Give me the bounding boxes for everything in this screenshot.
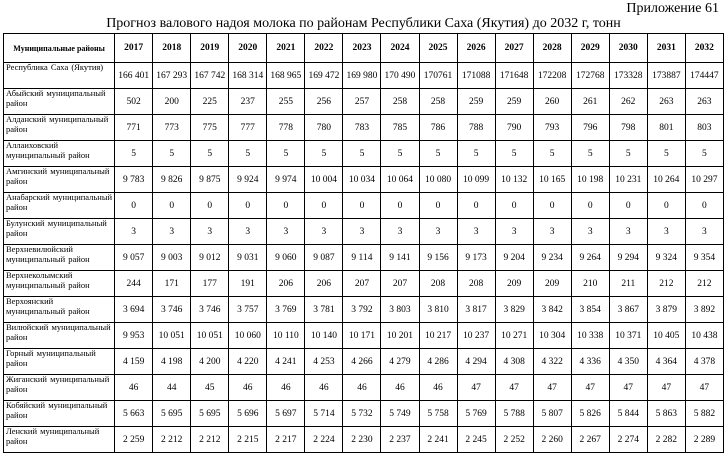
yield-value: 209 bbox=[533, 271, 571, 297]
yield-value: 2 289 bbox=[685, 427, 723, 453]
table-body bbox=[4, 63, 724, 453]
district-name: Анабарский муниципальный район bbox=[4, 193, 115, 219]
yield-value: 5 bbox=[267, 141, 305, 167]
yield-value: 9 974 bbox=[267, 167, 305, 193]
district-name: Булунский муниципальный район bbox=[4, 219, 115, 245]
header-year-2020: 2020 bbox=[229, 34, 267, 63]
yield-value: 47 bbox=[609, 375, 647, 401]
yield-value: 212 bbox=[647, 271, 685, 297]
district-name: Горный муниципальный район bbox=[4, 349, 115, 375]
yield-value: 211 bbox=[609, 271, 647, 297]
yield-value: 173887 bbox=[647, 63, 685, 89]
yield-value: 785 bbox=[381, 115, 419, 141]
yield-value: 10 099 bbox=[457, 167, 495, 193]
yield-value: 10 371 bbox=[609, 323, 647, 349]
yield-value: 170761 bbox=[419, 63, 457, 89]
header-year-2027: 2027 bbox=[495, 34, 533, 63]
table-row bbox=[4, 375, 724, 401]
yield-value: 255 bbox=[267, 89, 305, 115]
yield-value: 3 792 bbox=[343, 297, 381, 323]
yield-value: 168 314 bbox=[229, 63, 267, 89]
district-name: Верхневилюйский муниципальный район bbox=[4, 245, 115, 271]
yield-value: 258 bbox=[381, 89, 419, 115]
yield-value: 5 663 bbox=[115, 401, 153, 427]
yield-value: 168 965 bbox=[267, 63, 305, 89]
yield-value: 9 031 bbox=[229, 245, 267, 271]
yield-value: 46 bbox=[115, 375, 153, 401]
yield-value: 258 bbox=[419, 89, 457, 115]
yield-value: 10 237 bbox=[457, 323, 495, 349]
table-row bbox=[4, 89, 724, 115]
yield-value: 46 bbox=[419, 375, 457, 401]
appendix-label: Приложение 61 bbox=[626, 1, 719, 16]
yield-value: 259 bbox=[457, 89, 495, 115]
yield-value: 9 087 bbox=[305, 245, 343, 271]
header-year-2019: 2019 bbox=[191, 34, 229, 63]
yield-value: 3 bbox=[609, 219, 647, 245]
yield-value: 775 bbox=[191, 115, 229, 141]
district-name: Аллаиховский муниципальный район bbox=[4, 141, 115, 167]
yield-value: 3 854 bbox=[571, 297, 609, 323]
yield-value: 170 490 bbox=[381, 63, 419, 89]
yield-value: 3 892 bbox=[685, 297, 723, 323]
yield-value: 10 060 bbox=[229, 323, 267, 349]
header-year-2024: 2024 bbox=[381, 34, 419, 63]
yield-value: 5 bbox=[571, 141, 609, 167]
yield-value: 10 051 bbox=[153, 323, 191, 349]
yield-value: 0 bbox=[229, 193, 267, 219]
yield-value: 771 bbox=[115, 115, 153, 141]
yield-value: 786 bbox=[419, 115, 457, 141]
table-row bbox=[4, 141, 724, 167]
yield-value: 9 060 bbox=[267, 245, 305, 271]
yield-value: 798 bbox=[609, 115, 647, 141]
yield-value: 4 198 bbox=[153, 349, 191, 375]
yield-value: 0 bbox=[267, 193, 305, 219]
yield-value: 4 350 bbox=[609, 349, 647, 375]
yield-value: 257 bbox=[343, 89, 381, 115]
yield-value: 10 217 bbox=[419, 323, 457, 349]
yield-value: 2 282 bbox=[647, 427, 685, 453]
yield-value: 45 bbox=[191, 375, 229, 401]
table-row bbox=[4, 167, 724, 193]
yield-value: 4 241 bbox=[267, 349, 305, 375]
yield-value: 0 bbox=[191, 193, 229, 219]
yield-value: 4 294 bbox=[457, 349, 495, 375]
yield-value: 0 bbox=[533, 193, 571, 219]
yield-value: 46 bbox=[267, 375, 305, 401]
yield-value: 210 bbox=[571, 271, 609, 297]
yield-value: 4 266 bbox=[343, 349, 381, 375]
yield-value: 260 bbox=[533, 89, 571, 115]
yield-value: 9 234 bbox=[533, 245, 571, 271]
yield-value: 0 bbox=[305, 193, 343, 219]
header-year-2025: 2025 bbox=[419, 34, 457, 63]
forecast-table bbox=[3, 33, 724, 453]
yield-value: 10 064 bbox=[381, 167, 419, 193]
yield-value: 3 bbox=[685, 219, 723, 245]
yield-value: 174447 bbox=[685, 63, 723, 89]
yield-value: 9 204 bbox=[495, 245, 533, 271]
yield-value: 3 746 bbox=[191, 297, 229, 323]
yield-value: 9 783 bbox=[115, 167, 153, 193]
yield-value: 2 217 bbox=[267, 427, 305, 453]
yield-value: 206 bbox=[267, 271, 305, 297]
yield-value: 3 bbox=[115, 219, 153, 245]
yield-value: 4 364 bbox=[647, 349, 685, 375]
yield-value: 9 264 bbox=[571, 245, 609, 271]
yield-value: 780 bbox=[305, 115, 343, 141]
yield-value: 200 bbox=[153, 89, 191, 115]
header-year-2031: 2031 bbox=[647, 34, 685, 63]
yield-value: 3 746 bbox=[153, 297, 191, 323]
yield-value: 9 953 bbox=[115, 323, 153, 349]
yield-value: 172208 bbox=[533, 63, 571, 89]
yield-value: 2 215 bbox=[229, 427, 267, 453]
yield-value: 3 781 bbox=[305, 297, 343, 323]
yield-value: 3 817 bbox=[457, 297, 495, 323]
yield-value: 5 bbox=[153, 141, 191, 167]
yield-value: 212 bbox=[685, 271, 723, 297]
yield-value: 5 882 bbox=[685, 401, 723, 427]
yield-value: 167 293 bbox=[153, 63, 191, 89]
yield-value: 10 304 bbox=[533, 323, 571, 349]
yield-value: 10 438 bbox=[685, 323, 723, 349]
yield-value: 2 212 bbox=[191, 427, 229, 453]
table-row bbox=[4, 271, 724, 297]
district-name: Ленский муниципальный район bbox=[4, 427, 115, 453]
yield-value: 244 bbox=[115, 271, 153, 297]
yield-value: 191 bbox=[229, 271, 267, 297]
header-year-2022: 2022 bbox=[305, 34, 343, 63]
yield-value: 5 bbox=[419, 141, 457, 167]
yield-value: 3 803 bbox=[381, 297, 419, 323]
yield-value: 2 230 bbox=[343, 427, 381, 453]
yield-value: 9 003 bbox=[153, 245, 191, 271]
yield-value: 5 769 bbox=[457, 401, 495, 427]
yield-value: 5 bbox=[305, 141, 343, 167]
yield-value: 9 354 bbox=[685, 245, 723, 271]
yield-value: 10 110 bbox=[267, 323, 305, 349]
district-name: Верхоянский муниципальный район bbox=[4, 297, 115, 323]
header-year-2023: 2023 bbox=[343, 34, 381, 63]
yield-value: 4 336 bbox=[571, 349, 609, 375]
yield-value: 2 260 bbox=[533, 427, 571, 453]
yield-value: 3 bbox=[571, 219, 609, 245]
header-row bbox=[4, 34, 724, 63]
yield-value: 2 212 bbox=[153, 427, 191, 453]
yield-value: 10 201 bbox=[381, 323, 419, 349]
yield-value: 47 bbox=[495, 375, 533, 401]
yield-value: 9 141 bbox=[381, 245, 419, 271]
yield-value: 777 bbox=[229, 115, 267, 141]
yield-value: 0 bbox=[153, 193, 191, 219]
yield-value: 4 279 bbox=[381, 349, 419, 375]
yield-value: 4 286 bbox=[419, 349, 457, 375]
yield-value: 3 bbox=[495, 219, 533, 245]
yield-value: 2 267 bbox=[571, 427, 609, 453]
yield-value: 259 bbox=[495, 89, 533, 115]
yield-value: 773 bbox=[153, 115, 191, 141]
yield-value: 166 401 bbox=[115, 63, 153, 89]
yield-value: 47 bbox=[457, 375, 495, 401]
yield-value: 2 259 bbox=[115, 427, 153, 453]
yield-value: 10 338 bbox=[571, 323, 609, 349]
yield-value: 9 324 bbox=[647, 245, 685, 271]
yield-value: 3 bbox=[381, 219, 419, 245]
yield-value: 225 bbox=[191, 89, 229, 115]
table-title: Прогноз валового надоя молока по районам Республики Саха (Якутия) до 2032 г, тонн bbox=[106, 16, 621, 31]
yield-value: 0 bbox=[647, 193, 685, 219]
yield-value: 5 695 bbox=[191, 401, 229, 427]
table-row bbox=[4, 245, 724, 271]
yield-value: 5 696 bbox=[229, 401, 267, 427]
yield-value: 9 875 bbox=[191, 167, 229, 193]
yield-value: 2 245 bbox=[457, 427, 495, 453]
yield-value: 3 842 bbox=[533, 297, 571, 323]
yield-value: 3 867 bbox=[609, 297, 647, 323]
yield-value: 10 051 bbox=[191, 323, 229, 349]
yield-value: 3 bbox=[267, 219, 305, 245]
header-year-2029: 2029 bbox=[571, 34, 609, 63]
yield-value: 261 bbox=[571, 89, 609, 115]
yield-value: 790 bbox=[495, 115, 533, 141]
yield-value: 9 826 bbox=[153, 167, 191, 193]
table-row bbox=[4, 219, 724, 245]
yield-value: 3 bbox=[343, 219, 381, 245]
yield-value: 0 bbox=[685, 193, 723, 219]
yield-value: 169 472 bbox=[305, 63, 343, 89]
yield-value: 46 bbox=[305, 375, 343, 401]
yield-value: 0 bbox=[457, 193, 495, 219]
yield-value: 5 863 bbox=[647, 401, 685, 427]
yield-value: 207 bbox=[381, 271, 419, 297]
yield-value: 2 237 bbox=[381, 427, 419, 453]
district-name: Амгинский муниципальный район bbox=[4, 167, 115, 193]
yield-value: 5 bbox=[647, 141, 685, 167]
yield-value: 5 758 bbox=[419, 401, 457, 427]
yield-value: 171648 bbox=[495, 63, 533, 89]
yield-value: 47 bbox=[647, 375, 685, 401]
yield-value: 4 159 bbox=[115, 349, 153, 375]
yield-value: 5 bbox=[495, 141, 533, 167]
yield-value: 5 bbox=[457, 141, 495, 167]
yield-value: 10 405 bbox=[647, 323, 685, 349]
yield-value: 3 810 bbox=[419, 297, 457, 323]
table-row bbox=[4, 349, 724, 375]
yield-value: 9 924 bbox=[229, 167, 267, 193]
yield-value: 3 bbox=[419, 219, 457, 245]
yield-value: 5 bbox=[343, 141, 381, 167]
yield-value: 778 bbox=[267, 115, 305, 141]
yield-value: 171088 bbox=[457, 63, 495, 89]
yield-value: 208 bbox=[457, 271, 495, 297]
yield-value: 46 bbox=[343, 375, 381, 401]
yield-value: 10 271 bbox=[495, 323, 533, 349]
yield-value: 4 200 bbox=[191, 349, 229, 375]
yield-value: 3 bbox=[153, 219, 191, 245]
yield-value: 0 bbox=[381, 193, 419, 219]
yield-value: 177 bbox=[191, 271, 229, 297]
district-name: Алданский муниципальный район bbox=[4, 115, 115, 141]
yield-value: 3 769 bbox=[267, 297, 305, 323]
yield-value: 2 224 bbox=[305, 427, 343, 453]
header-year-2030: 2030 bbox=[609, 34, 647, 63]
yield-value: 5 807 bbox=[533, 401, 571, 427]
table-row bbox=[4, 115, 724, 141]
header-year-2032: 2032 bbox=[685, 34, 723, 63]
yield-value: 0 bbox=[571, 193, 609, 219]
yield-value: 3 829 bbox=[495, 297, 533, 323]
yield-value: 10 198 bbox=[571, 167, 609, 193]
yield-value: 209 bbox=[495, 271, 533, 297]
yield-value: 47 bbox=[571, 375, 609, 401]
yield-value: 207 bbox=[343, 271, 381, 297]
table-row bbox=[4, 401, 724, 427]
yield-value: 0 bbox=[609, 193, 647, 219]
yield-value: 5 bbox=[685, 141, 723, 167]
district-name: Жиганский муниципальный район bbox=[4, 375, 115, 401]
yield-value: 3 bbox=[457, 219, 495, 245]
yield-value: 5 bbox=[533, 141, 571, 167]
table-row bbox=[4, 193, 724, 219]
district-name: Абыйский муниципальный район bbox=[4, 89, 115, 115]
yield-value: 2 241 bbox=[419, 427, 457, 453]
table-row bbox=[4, 63, 724, 89]
yield-value: 5 bbox=[115, 141, 153, 167]
yield-value: 169 980 bbox=[343, 63, 381, 89]
yield-value: 4 253 bbox=[305, 349, 343, 375]
yield-value: 3 bbox=[533, 219, 571, 245]
yield-value: 262 bbox=[609, 89, 647, 115]
yield-value: 3 bbox=[191, 219, 229, 245]
yield-value: 4 378 bbox=[685, 349, 723, 375]
yield-value: 3 bbox=[305, 219, 343, 245]
yield-value: 5 bbox=[609, 141, 647, 167]
yield-value: 3 757 bbox=[229, 297, 267, 323]
yield-value: 0 bbox=[343, 193, 381, 219]
header-year-2017: 2017 bbox=[115, 34, 153, 63]
yield-value: 47 bbox=[685, 375, 723, 401]
yield-value: 801 bbox=[647, 115, 685, 141]
yield-value: 3 bbox=[229, 219, 267, 245]
yield-value: 5 826 bbox=[571, 401, 609, 427]
yield-value: 10 080 bbox=[419, 167, 457, 193]
yield-value: 2 252 bbox=[495, 427, 533, 453]
yield-value: 5 bbox=[229, 141, 267, 167]
yield-value: 5 bbox=[191, 141, 229, 167]
yield-value: 5 844 bbox=[609, 401, 647, 427]
district-name: Республика Саха (Якутия) bbox=[4, 63, 115, 89]
yield-value: 793 bbox=[533, 115, 571, 141]
yield-value: 208 bbox=[419, 271, 457, 297]
yield-value: 2 274 bbox=[609, 427, 647, 453]
yield-value: 10 165 bbox=[533, 167, 571, 193]
yield-value: 783 bbox=[343, 115, 381, 141]
yield-value: 5 732 bbox=[343, 401, 381, 427]
yield-value: 256 bbox=[305, 89, 343, 115]
header-year-2028: 2028 bbox=[533, 34, 571, 63]
yield-value: 4 322 bbox=[533, 349, 571, 375]
yield-value: 5 788 bbox=[495, 401, 533, 427]
yield-value: 4 220 bbox=[229, 349, 267, 375]
yield-value: 9 173 bbox=[457, 245, 495, 271]
yield-value: 44 bbox=[153, 375, 191, 401]
header-name-column: Муниципальные районы bbox=[4, 34, 115, 63]
yield-value: 173328 bbox=[609, 63, 647, 89]
yield-value: 10 132 bbox=[495, 167, 533, 193]
district-name: Вилюйский муниципальный район bbox=[4, 323, 115, 349]
yield-value: 0 bbox=[419, 193, 457, 219]
yield-value: 0 bbox=[115, 193, 153, 219]
yield-value: 788 bbox=[457, 115, 495, 141]
yield-value: 46 bbox=[229, 375, 267, 401]
yield-value: 263 bbox=[647, 89, 685, 115]
yield-value: 803 bbox=[685, 115, 723, 141]
yield-value: 10 171 bbox=[343, 323, 381, 349]
yield-value: 9 294 bbox=[609, 245, 647, 271]
yield-value: 502 bbox=[115, 89, 153, 115]
yield-value: 10 231 bbox=[609, 167, 647, 193]
district-name: Кобяйский муниципальный район bbox=[4, 401, 115, 427]
yield-value: 9 156 bbox=[419, 245, 457, 271]
yield-value: 9 057 bbox=[115, 245, 153, 271]
table-row bbox=[4, 297, 724, 323]
yield-value: 5 bbox=[381, 141, 419, 167]
yield-value: 5 695 bbox=[153, 401, 191, 427]
yield-value: 5 714 bbox=[305, 401, 343, 427]
yield-value: 3 bbox=[647, 219, 685, 245]
yield-value: 167 742 bbox=[191, 63, 229, 89]
district-name: Верхнеколымский муниципальный район bbox=[4, 271, 115, 297]
yield-value: 3 879 bbox=[647, 297, 685, 323]
yield-value: 10 140 bbox=[305, 323, 343, 349]
yield-value: 172768 bbox=[571, 63, 609, 89]
yield-value: 171 bbox=[153, 271, 191, 297]
yield-value: 206 bbox=[305, 271, 343, 297]
yield-value: 47 bbox=[533, 375, 571, 401]
yield-value: 263 bbox=[685, 89, 723, 115]
yield-value: 237 bbox=[229, 89, 267, 115]
yield-value: 10 004 bbox=[305, 167, 343, 193]
yield-value: 0 bbox=[495, 193, 533, 219]
yield-value: 3 694 bbox=[115, 297, 153, 323]
yield-value: 10 264 bbox=[647, 167, 685, 193]
table-row bbox=[4, 323, 724, 349]
yield-value: 10 297 bbox=[685, 167, 723, 193]
header-year-2026: 2026 bbox=[457, 34, 495, 63]
header-year-2021: 2021 bbox=[267, 34, 305, 63]
header-year-2018: 2018 bbox=[153, 34, 191, 63]
yield-value: 9 012 bbox=[191, 245, 229, 271]
yield-value: 9 114 bbox=[343, 245, 381, 271]
yield-value: 46 bbox=[381, 375, 419, 401]
yield-value: 796 bbox=[571, 115, 609, 141]
yield-value: 10 034 bbox=[343, 167, 381, 193]
yield-value: 5 697 bbox=[267, 401, 305, 427]
yield-value: 4 308 bbox=[495, 349, 533, 375]
yield-value: 5 749 bbox=[381, 401, 419, 427]
